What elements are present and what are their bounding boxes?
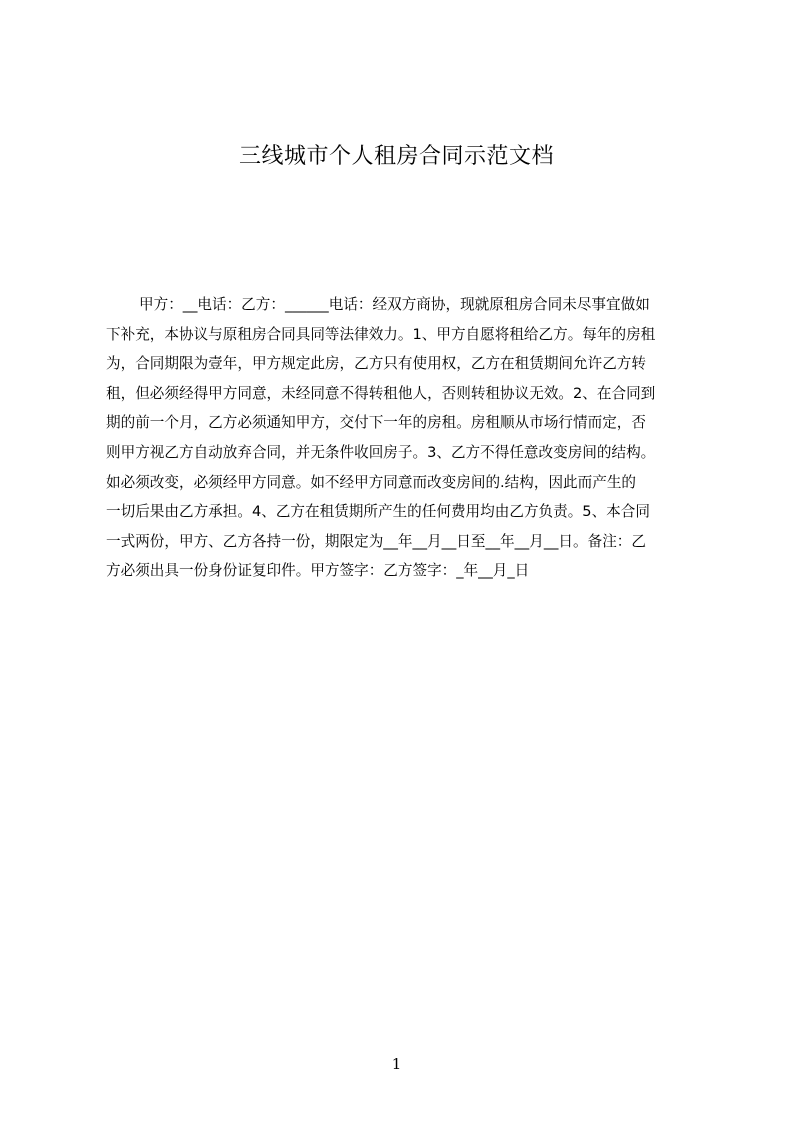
page-number: 1 <box>391 1055 402 1073</box>
contract-body <box>106 290 724 580</box>
body-line: 为，合同期限为壹年，甲方规定此房，乙方只有使用权，乙方在租赁期间允许乙方转 <box>106 355 646 373</box>
body-line: 如必须改变，必须经甲方同意。如不经甲方同意而改变房间的.结构，因此而产生的 <box>106 473 637 491</box>
body-line: 一式两份，甲方、乙方各持一份，期限定为__年__月__日至__年__月__日。备注：乙 <box>106 532 646 550</box>
body-line: 则甲方视乙方自动放弃合同，并无条件收回房子。3、乙方不得任意改变房间的结构。 <box>106 443 656 461</box>
document-title: 三线城市个人租房合同示范文档 <box>238 144 554 169</box>
body-line: 期的前一个月，乙方必须通知甲方，交付下一年的房租。房租顺从市场行情而定，否 <box>106 414 646 432</box>
body-line: 甲方：__电话：乙方：______电话：经双方商协，现就原租房合同未尽事宜做如 <box>139 296 650 313</box>
body-line: 租，但必须经得甲方同意，未经同意不得转租他人，否则转租协议无效。2、在合同到 <box>106 384 656 402</box>
body-line: 方必须出具一份身份证复印件。甲方签字：乙方签字：_年__月_日 <box>106 562 530 580</box>
body-line: 下补充，本协议与原租房合同具同等法律效力。1、甲方自愿将租给乙方。每年的房租 <box>106 325 656 343</box>
body-line: 一切后果由乙方承担。4、乙方在租赁期所产生的任何费用均由乙方负责。5、本合同 <box>106 503 650 521</box>
